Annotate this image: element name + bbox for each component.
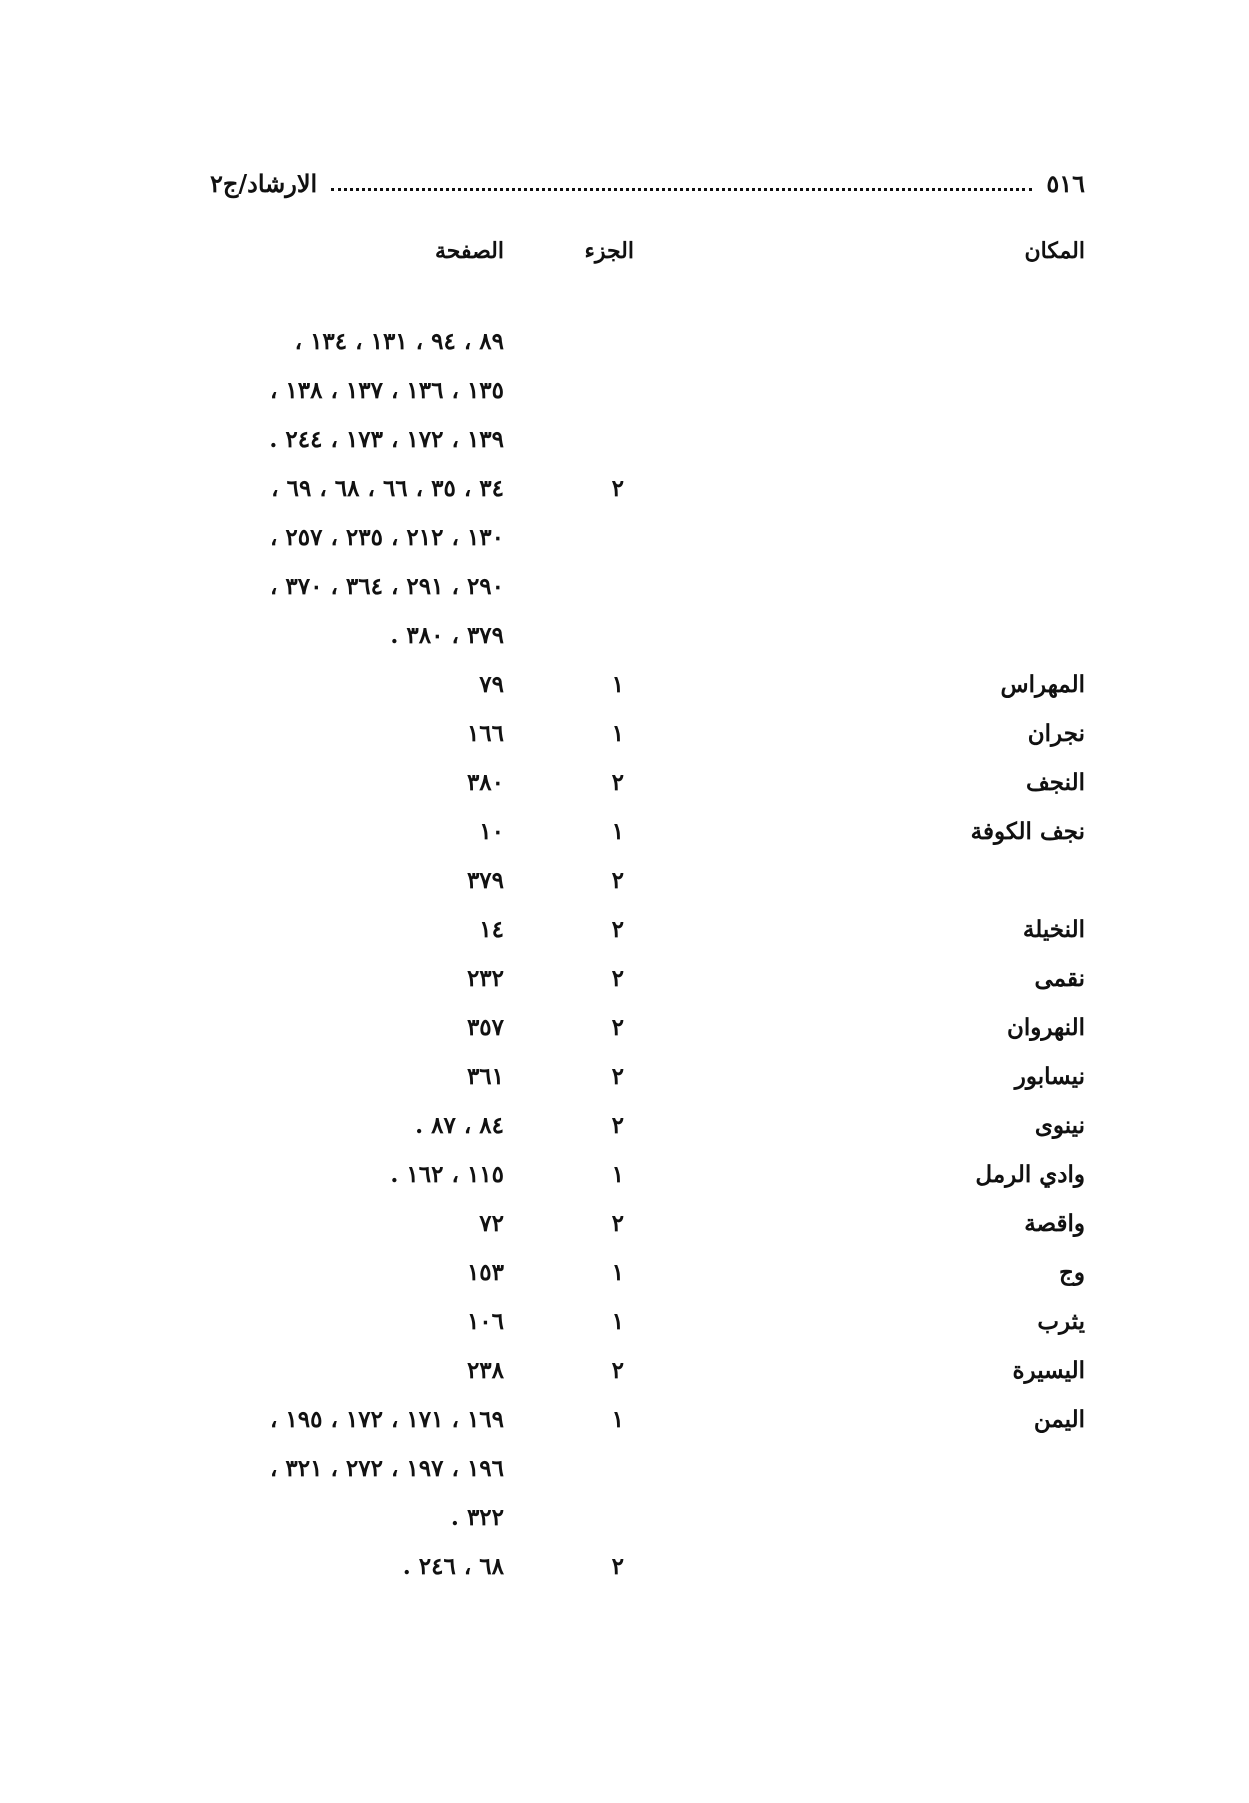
page-references: ٢٣٨ — [466, 1357, 504, 1384]
page-references: ١٣٠ ، ٢١٢ ، ٢٣٥ ، ٢٥٧ ، — [269, 524, 504, 551]
place-name: واقصة — [1024, 1210, 1085, 1237]
page-references: ٣٦١ — [466, 1063, 504, 1090]
page-references: ٨٤ ، ٨٧ . — [415, 1112, 504, 1139]
table-row — [0, 717, 1249, 766]
place-name: النجف — [1026, 769, 1085, 796]
column-header-page: الصفحة — [434, 238, 504, 264]
part-number: ٢ — [611, 965, 624, 992]
part-number: ٢ — [611, 867, 624, 894]
part-number: ١ — [611, 818, 624, 845]
part-number: ١ — [611, 1406, 624, 1433]
table-row — [0, 1109, 1249, 1158]
page-references: ١٦٦ — [466, 720, 504, 747]
table-row — [0, 864, 1249, 913]
table-row — [0, 1060, 1249, 1109]
page-references: ٣٨٠ — [466, 769, 504, 796]
part-number: ١ — [611, 671, 624, 698]
table-row — [0, 472, 1249, 521]
table-row — [0, 1403, 1249, 1452]
index-table — [0, 325, 1249, 1599]
part-number: ١ — [611, 720, 624, 747]
part-number: ١ — [611, 1308, 624, 1335]
page-references: ١٩٦ ، ١٩٧ ، ٢٧٢ ، ٣٢١ ، — [269, 1455, 504, 1482]
page-references: ١٥٣ — [466, 1259, 504, 1286]
table-row — [0, 1256, 1249, 1305]
part-number: ٢ — [611, 1014, 624, 1041]
place-name: نجف الكوفة — [970, 818, 1085, 845]
table-row — [0, 1501, 1249, 1550]
part-number: ٢ — [611, 1210, 624, 1237]
part-number: ٢ — [611, 1357, 624, 1384]
place-name: المهراس — [1000, 671, 1085, 698]
page-references: ٣٤ ، ٣٥ ، ٦٦ ، ٦٨ ، ٦٩ ، — [271, 475, 504, 502]
place-name: النخيلة — [1022, 916, 1085, 943]
place-name: نيسابور — [1014, 1063, 1085, 1090]
part-number: ٢ — [611, 916, 624, 943]
place-name: النهروان — [1006, 1014, 1085, 1041]
place-name: اليمن — [1033, 1406, 1085, 1433]
table-row — [0, 1207, 1249, 1256]
place-name: اليسيرة — [1012, 1357, 1085, 1384]
page-references: ١٣٩ ، ١٧٢ ، ١٧٣ ، ٢٤٤ . — [269, 426, 504, 453]
place-name: يثرب — [1037, 1308, 1085, 1335]
page-references: ٣٥٧ — [466, 1014, 504, 1041]
page-references: ١٣٥ ، ١٣٦ ، ١٣٧ ، ١٣٨ ، — [269, 377, 504, 404]
place-name: وادي الرمل — [975, 1161, 1085, 1188]
column-header-place: المكان — [1024, 238, 1085, 264]
place-name: نجران — [1027, 720, 1085, 747]
running-header — [210, 166, 1085, 200]
part-number: ٢ — [611, 1553, 624, 1580]
table-row — [0, 374, 1249, 423]
page-references: ١٠ — [479, 818, 504, 845]
table-row — [0, 815, 1249, 864]
page-references: ٧٢ — [479, 1210, 504, 1237]
page-references: ١٠٦ — [466, 1308, 504, 1335]
place-name: وج — [1059, 1259, 1085, 1286]
table-row — [0, 1011, 1249, 1060]
page-references: ٣٧٩ — [466, 867, 504, 894]
dot-leader — [331, 188, 1032, 191]
page-references: ٢٩٠ ، ٢٩١ ، ٣٦٤ ، ٣٧٠ ، — [269, 573, 504, 600]
page-references: ١٤ — [479, 916, 504, 943]
page-references: ٣٧٩ ، ٣٨٠ . — [390, 622, 504, 649]
part-number: ٢ — [611, 1063, 624, 1090]
table-row — [0, 423, 1249, 472]
table-row — [0, 1158, 1249, 1207]
book-title: الارشاد/ج٢ — [210, 168, 318, 198]
part-number: ٢ — [611, 475, 624, 502]
table-row — [0, 1305, 1249, 1354]
page-references: ٦٨ ، ٢٤٦ . — [402, 1553, 504, 1580]
table-row — [0, 570, 1249, 619]
page-references: ٨٩ ، ٩٤ ، ١٣١ ، ١٣٤ ، — [294, 328, 504, 355]
part-number: ١ — [611, 1161, 624, 1188]
part-number: ٢ — [611, 1112, 624, 1139]
part-number: ١ — [611, 1259, 624, 1286]
table-row — [0, 619, 1249, 668]
table-row — [0, 521, 1249, 570]
table-row — [0, 962, 1249, 1011]
page-references: ٣٢٢ . — [450, 1504, 504, 1531]
page-references: ١٦٩ ، ١٧١ ، ١٧٢ ، ١٩٥ ، — [269, 1406, 504, 1433]
table-row — [0, 1452, 1249, 1501]
place-name: نينوى — [1034, 1112, 1085, 1139]
table-row — [0, 913, 1249, 962]
table-row — [0, 766, 1249, 815]
table-row — [0, 668, 1249, 717]
place-name: نقمى — [1034, 965, 1085, 992]
page-references: ٧٩ — [479, 671, 504, 698]
table-row — [0, 325, 1249, 374]
page-number: ٥١٦ — [1046, 168, 1085, 198]
part-number: ٢ — [611, 769, 624, 796]
table-row — [0, 1354, 1249, 1403]
page-references: ١١٥ ، ١٦٢ . — [390, 1161, 504, 1188]
table-row — [0, 1550, 1249, 1599]
column-header-part: الجزء — [584, 238, 634, 264]
page-references: ٢٣٢ — [466, 965, 504, 992]
column-headers — [0, 238, 1249, 278]
